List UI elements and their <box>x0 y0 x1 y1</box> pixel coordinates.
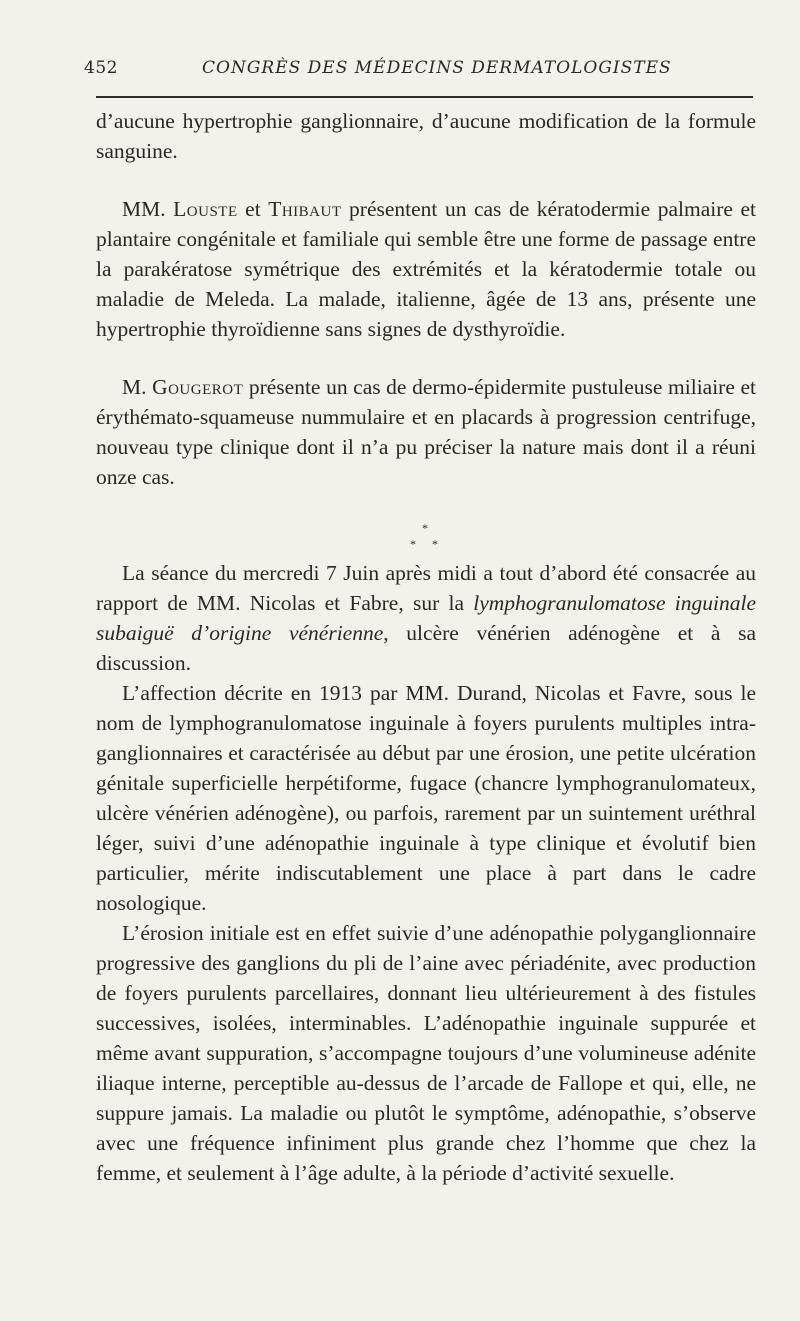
running-head <box>84 58 754 88</box>
paragraph-intro: M. <box>122 375 153 399</box>
author-name-louste: Louste <box>173 197 238 221</box>
paragraph-louste-thibaut <box>96 194 756 344</box>
paragraph-text-b: , ulcère vénérien adénogène et à sa discussion. <box>96 621 756 675</box>
page-number: 452 <box>84 58 118 78</box>
conjunction: et <box>237 197 269 221</box>
body-text <box>96 106 756 1188</box>
paragraph-affection: L’affection décrite en 1913 par MM. Durand, Nicolas et Favre, sous le nom de lymphogranulomatose inguinale à foyers purulents multiples intra-ganglionnaires et caractérisée au début par une érosion, une petite ulcération génitale superficielle herpétiforme, fugace (chancre lymphogranulomateux, ulcère vénérien adénogène), ou parfois, rarement par un suintement uréthral léger, suivi d’une adénopathie inguinale à type clinique et évolutif bien particulier, mérite indiscutablement une place à part dans le cadre nosologique. <box>96 681 756 915</box>
paragraph-continuation: d’aucune hypertrophie ganglionnaire, d’aucune modification de la formule sanguine. <box>96 109 756 163</box>
paragraph-text: présente un cas de dermo-épidermite pustuleuse miliaire et érythémato-squameuse nummulaire et en placards à progression centrifuge, nouveau type clinique dont il n’a pu préciser la nature mais dont il a réuni onze cas. <box>96 375 756 489</box>
asterism-separator <box>96 518 756 554</box>
asterism-star-right: * <box>432 537 438 551</box>
paragraph-text: présentent un cas de kératodermie palmaire et plantaire congénitale et familiale qui semble être une forme de passage entre la parakératose symétrique des extrémités et la kératodermie totale ou maladie de Meleda. La malade, italienne, âgée de 13 ans, présente une hypertrophie thyroïdienne sans signes de dysthyroïdie. <box>96 197 756 341</box>
paragraph-gougerot <box>96 372 756 492</box>
header-rule <box>96 96 753 98</box>
author-name-thibaut: Thibaut <box>268 197 342 221</box>
paragraph-erosion: L’érosion initiale est en effet suivie d’une adénopathie polyganglionnaire progressive des ganglions du pli de l’aine avec périadénite, avec production de foyers purulents parcellaires, donnant lieu ultérieurement à des fistules successives, isolées, interminables. L’adénopathie inguinale suppurée et même avant suppuration, s’accompagne toujours d’une volumineuse adénite iliaque interne, perceptible au-dessus de l’arcade de Fallope et qui, elle, ne suppure jamais. La maladie ou plutôt le symptôme, adénopathie, s’observe avec une fréquence infiniment plus grande chez l’homme que chez la femme, et seulement à l’âge adulte, à la période d’activité sexuelle. <box>96 921 756 1185</box>
report-title-italic: lymphogranulomatose inguinale subaiguë d’origine vénérienne <box>96 591 756 645</box>
author-name-gougerot: Gougerot <box>152 375 244 399</box>
paragraph-seance <box>96 558 756 678</box>
paragraph-intro: MM. <box>122 197 174 221</box>
running-title: CONGRÈS DES MÉDECINS DERMATOLOGISTES <box>202 58 672 78</box>
asterism-star-top: * <box>422 521 428 535</box>
paragraph-text-a: La séance du mercredi 7 Juin après midi a tout d’abord été consacrée au rapport de MM. Nicolas et Fabre, sur la <box>96 561 756 615</box>
asterism-star-left: * <box>410 537 416 551</box>
